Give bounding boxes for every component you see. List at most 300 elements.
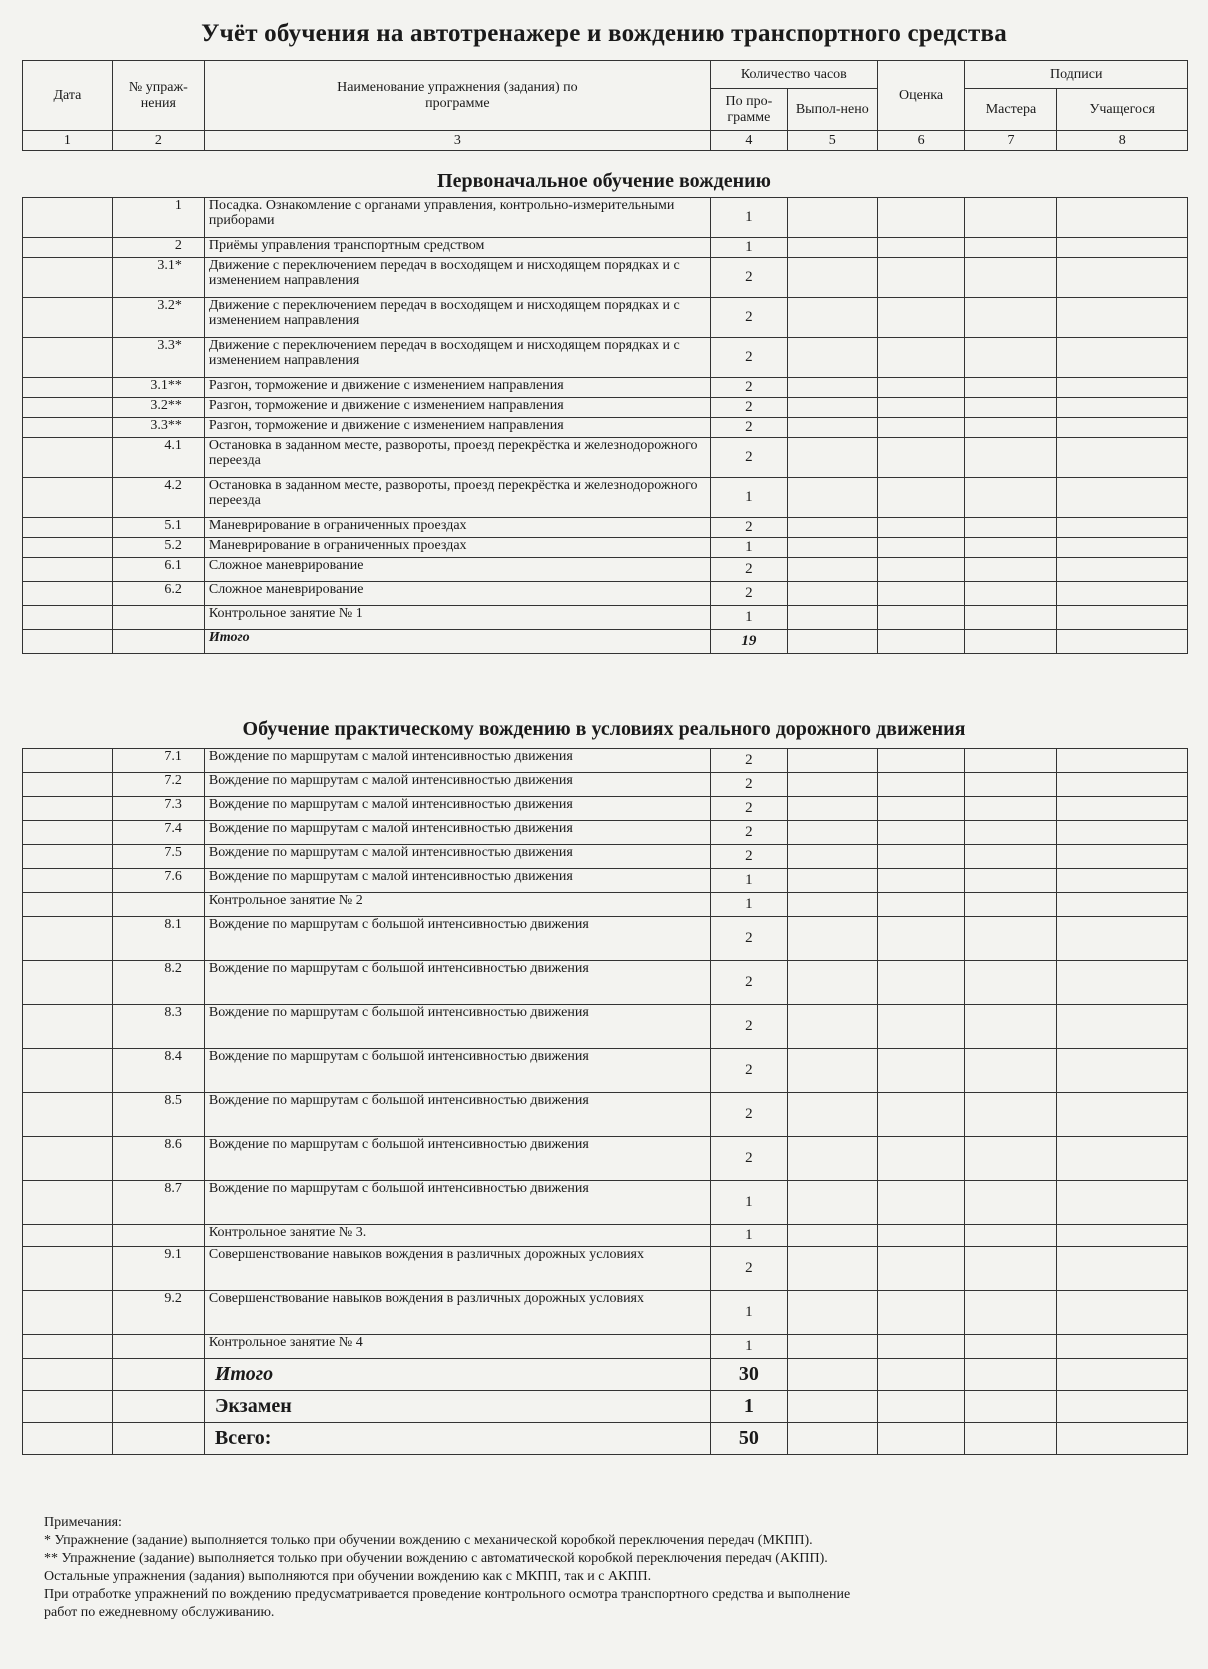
student-signature-cell — [1057, 1225, 1188, 1247]
grade-cell — [877, 1225, 965, 1247]
exercise-number: 8.2 — [112, 961, 204, 1005]
exercise-number: 7.3 — [112, 797, 204, 821]
date-cell — [23, 845, 113, 869]
table-row — [23, 198, 1188, 238]
header-grade: Оценка — [877, 61, 965, 131]
student-signature-cell — [1057, 438, 1188, 478]
date-cell — [23, 418, 113, 438]
grade-cell — [877, 1049, 965, 1093]
hours-done-cell — [787, 1005, 877, 1049]
hours-by-program: 2 — [710, 773, 787, 797]
grade-cell — [877, 418, 965, 438]
hours-done-cell — [787, 845, 877, 869]
master-signature-cell — [965, 518, 1057, 538]
exercise-number: 6.2 — [112, 582, 204, 606]
note-line: При отработке упражнений по вождению предусматривается проведение контрольного осмотра транспортного средства и выполнение — [44, 1587, 851, 1602]
hours-by-program: 2 — [710, 1137, 787, 1181]
summary-hours: 50 — [710, 1423, 787, 1455]
exercise-number: 4.1 — [112, 438, 204, 478]
document-title: Учёт обучения на автотренажере и вождению транспортного средства — [201, 20, 1007, 47]
grade-cell — [877, 198, 965, 238]
table-row — [23, 917, 1188, 961]
date-cell — [23, 518, 113, 538]
exercise-number: 8.7 — [112, 1181, 204, 1225]
summary-label: Всего: — [204, 1423, 710, 1455]
table-row — [23, 749, 1188, 773]
header-hours: Количество часов — [710, 61, 877, 89]
header-master: Мастера — [965, 89, 1057, 131]
master-signature-cell — [965, 917, 1057, 961]
table-row — [23, 238, 1188, 258]
date-cell — [23, 1423, 113, 1455]
exercise-number: 8.1 — [112, 917, 204, 961]
table-row — [23, 1181, 1188, 1225]
section1-title: Первоначальное обучение вождению — [437, 170, 771, 192]
table-row — [23, 378, 1188, 398]
grade-cell — [877, 538, 965, 558]
exercise-number: 1 — [112, 198, 204, 238]
table-row — [23, 893, 1188, 917]
date-cell — [23, 1137, 113, 1181]
date-cell — [23, 961, 113, 1005]
exercise-number — [112, 1335, 204, 1359]
grade-cell — [877, 582, 965, 606]
student-signature-cell — [1057, 606, 1188, 630]
table-row — [23, 606, 1188, 630]
date-cell — [23, 869, 113, 893]
exercise-name: Маневрирование в ограниченных проездах — [204, 538, 710, 558]
master-signature-cell — [965, 538, 1057, 558]
master-signature-cell — [965, 961, 1057, 1005]
hours-done-cell — [787, 961, 877, 1005]
summary-label: Итого — [204, 1359, 710, 1391]
exercise-name: Вождение по маршрутам с большой интенсивностью движения — [204, 917, 710, 961]
master-signature-cell — [965, 1181, 1057, 1225]
section2-title: Обучение практическому вождению в условиях реального дорожного движения — [242, 718, 966, 740]
hours-by-program: 2 — [710, 961, 787, 1005]
date-cell — [23, 1005, 113, 1049]
header-signatures: Подписи — [965, 61, 1188, 89]
grade-cell — [877, 558, 965, 582]
date-cell — [23, 438, 113, 478]
empty-cell — [1057, 630, 1188, 654]
empty-cell — [965, 1423, 1057, 1455]
table-row — [23, 1291, 1188, 1335]
student-signature-cell — [1057, 961, 1188, 1005]
empty-cell — [1057, 1391, 1188, 1423]
exercise-number — [112, 1225, 204, 1247]
hours-done-cell — [787, 1247, 877, 1291]
student-signature-cell — [1057, 1005, 1188, 1049]
exercise-number: 9.1 — [112, 1247, 204, 1291]
column-number: 7 — [965, 131, 1057, 151]
note-line: работ по ежедневному обслуживанию. — [44, 1605, 275, 1620]
empty-cell — [877, 1359, 965, 1391]
master-signature-cell — [965, 582, 1057, 606]
hours-done-cell — [787, 518, 877, 538]
hours-done-cell — [787, 917, 877, 961]
exercise-name: Движение с переключением передач в восходящем и нисходящем порядках и с изменением направления — [204, 258, 710, 298]
date-cell — [23, 398, 113, 418]
grade-cell — [877, 258, 965, 298]
master-signature-cell — [965, 558, 1057, 582]
date-cell — [23, 558, 113, 582]
student-signature-cell — [1057, 917, 1188, 961]
grade-cell — [877, 478, 965, 518]
student-signature-cell — [1057, 1093, 1188, 1137]
hours-done-cell — [787, 238, 877, 258]
hours-done-cell — [787, 538, 877, 558]
empty-cell — [877, 1391, 965, 1423]
hours-by-program: 2 — [710, 582, 787, 606]
hours-done-cell — [787, 438, 877, 478]
exercise-number: 5.1 — [112, 518, 204, 538]
master-signature-cell — [965, 1137, 1057, 1181]
hours-done-cell — [787, 418, 877, 438]
note-line: Остальные упражнения (задания) выполняются при обучении вождению как с МКПП, так и с АКПП. — [44, 1569, 652, 1584]
exercise-number: 8.4 — [112, 1049, 204, 1093]
hours-by-program: 2 — [710, 398, 787, 418]
master-signature-cell — [965, 869, 1057, 893]
exercise-name: Вождение по маршрутам с малой интенсивностью движения — [204, 749, 710, 773]
table-row — [23, 538, 1188, 558]
hours-done-cell — [787, 558, 877, 582]
date-cell — [23, 198, 113, 238]
empty-cell — [877, 1423, 965, 1455]
master-signature-cell — [965, 198, 1057, 238]
grade-cell — [877, 1005, 965, 1049]
column-number: 5 — [787, 131, 877, 151]
grade-cell — [877, 518, 965, 538]
hours-by-program: 2 — [710, 1049, 787, 1093]
exercise-number: 8.3 — [112, 1005, 204, 1049]
exercise-name: Разгон, торможение и движение с изменением направления — [204, 378, 710, 398]
master-signature-cell — [965, 398, 1057, 418]
notes-block — [44, 1514, 1164, 1622]
table-row — [23, 1335, 1188, 1359]
notes-heading: Примечания: — [44, 1515, 122, 1530]
exercise-name: Разгон, торможение и движение с изменением направления — [204, 418, 710, 438]
hours-done-cell — [787, 1291, 877, 1335]
student-signature-cell — [1057, 478, 1188, 518]
exercise-number: 9.2 — [112, 1291, 204, 1335]
grade-cell — [877, 893, 965, 917]
hours-done-cell — [787, 1137, 877, 1181]
grade-cell — [877, 1093, 965, 1137]
exercise-number — [112, 1423, 204, 1455]
exercise-number: 3.1** — [112, 378, 204, 398]
grade-cell — [877, 869, 965, 893]
grade-cell — [877, 378, 965, 398]
hours-by-program: 2 — [710, 917, 787, 961]
table-row — [23, 558, 1188, 582]
table-row — [23, 1137, 1188, 1181]
date-cell — [23, 1247, 113, 1291]
exercise-number: 2 — [112, 238, 204, 258]
hours-by-program: 1 — [710, 538, 787, 558]
grade-cell — [877, 1335, 965, 1359]
exercise-number: 3.2* — [112, 298, 204, 338]
student-signature-cell — [1057, 338, 1188, 378]
grade-cell — [877, 749, 965, 773]
date-cell — [23, 773, 113, 797]
master-signature-cell — [965, 438, 1057, 478]
hours-by-program: 2 — [710, 298, 787, 338]
date-cell — [23, 749, 113, 773]
grade-cell — [877, 238, 965, 258]
header-table — [22, 60, 1188, 151]
total-label: Итого — [204, 630, 710, 654]
student-signature-cell — [1057, 1049, 1188, 1093]
exercise-number: 7.4 — [112, 821, 204, 845]
master-signature-cell — [965, 1335, 1057, 1359]
hours-by-program: 1 — [710, 478, 787, 518]
table-row — [23, 869, 1188, 893]
grade-cell — [877, 1181, 965, 1225]
hours-by-program: 2 — [710, 1005, 787, 1049]
exercise-name: Сложное маневрирование — [204, 558, 710, 582]
hours-by-program: 1 — [710, 1181, 787, 1225]
hours-by-program: 1 — [710, 1335, 787, 1359]
table-row — [23, 478, 1188, 518]
exercise-name: Вождение по маршрутам с большой интенсивностью движения — [204, 1049, 710, 1093]
hours-done-cell — [787, 338, 877, 378]
table-row — [23, 398, 1188, 418]
grade-cell — [877, 1137, 965, 1181]
grade-cell — [877, 917, 965, 961]
hours-by-program: 1 — [710, 606, 787, 630]
exercise-number — [112, 1391, 204, 1423]
hours-done-cell — [787, 1049, 877, 1093]
exercise-number: 7.6 — [112, 869, 204, 893]
master-signature-cell — [965, 238, 1057, 258]
hours-by-program: 1 — [710, 238, 787, 258]
hours-done-cell — [787, 1225, 877, 1247]
date-cell — [23, 1093, 113, 1137]
student-signature-cell — [1057, 1247, 1188, 1291]
date-cell — [23, 630, 113, 654]
date-cell — [23, 606, 113, 630]
empty-cell — [965, 630, 1057, 654]
date-cell — [23, 238, 113, 258]
hours-done-cell — [787, 821, 877, 845]
date-cell — [23, 1291, 113, 1335]
date-cell — [23, 1181, 113, 1225]
exercise-number — [112, 893, 204, 917]
exercise-name: Сложное маневрирование — [204, 582, 710, 606]
student-signature-cell — [1057, 518, 1188, 538]
section1-table — [22, 197, 1188, 654]
exam-row — [23, 1391, 1188, 1423]
table-row — [23, 797, 1188, 821]
table-row — [23, 338, 1188, 378]
date-cell — [23, 378, 113, 398]
hours-done-cell — [787, 893, 877, 917]
hours-by-program: 2 — [710, 418, 787, 438]
master-signature-cell — [965, 258, 1057, 298]
header-ex-num: № упраж-нения — [112, 61, 204, 131]
student-signature-cell — [1057, 538, 1188, 558]
grade-cell — [877, 1291, 965, 1335]
exercise-name: Вождение по маршрутам с малой интенсивностью движения — [204, 821, 710, 845]
exercise-name: Контрольное занятие № 3. — [204, 1225, 710, 1247]
column-number: 1 — [23, 131, 113, 151]
table-row — [23, 821, 1188, 845]
student-signature-cell — [1057, 1181, 1188, 1225]
table-row — [23, 1005, 1188, 1049]
grade-cell — [877, 797, 965, 821]
student-signature-cell — [1057, 749, 1188, 773]
hours-by-program: 1 — [710, 1225, 787, 1247]
date-cell — [23, 1335, 113, 1359]
exercise-name: Вождение по маршрутам с малой интенсивностью движения — [204, 845, 710, 869]
grand-total-row — [23, 1423, 1188, 1455]
grade-cell — [877, 845, 965, 869]
empty-cell — [787, 630, 877, 654]
exercise-number — [112, 1359, 204, 1391]
exercise-number: 7.1 — [112, 749, 204, 773]
hours-by-program: 1 — [710, 1291, 787, 1335]
exercise-name: Вождение по маршрутам с малой интенсивностью движения — [204, 797, 710, 821]
hours-done-cell — [787, 1093, 877, 1137]
grade-cell — [877, 606, 965, 630]
student-signature-cell — [1057, 558, 1188, 582]
grade-cell — [877, 773, 965, 797]
hours-by-program: 2 — [710, 845, 787, 869]
exercise-number: 3.3** — [112, 418, 204, 438]
date-cell — [23, 338, 113, 378]
exercise-name: Движение с переключением передач в восходящем и нисходящем порядках и с изменением направления — [204, 298, 710, 338]
hours-done-cell — [787, 198, 877, 238]
date-cell — [23, 797, 113, 821]
master-signature-cell — [965, 1049, 1057, 1093]
hours-by-program: 2 — [710, 438, 787, 478]
empty-cell — [1057, 1423, 1188, 1455]
exercise-number: 3.3* — [112, 338, 204, 378]
exercise-number: 3.2** — [112, 398, 204, 418]
exercise-name: Остановка в заданном месте, развороты, проезд перекрёстка и железнодорожного переезда — [204, 438, 710, 478]
total-hours: 19 — [710, 630, 787, 654]
exercise-number: 5.2 — [112, 538, 204, 558]
hours-done-cell — [787, 1181, 877, 1225]
exercise-number — [112, 606, 204, 630]
table-row — [23, 1093, 1188, 1137]
section2-total-row — [23, 1359, 1188, 1391]
date-cell — [23, 1359, 113, 1391]
date-cell — [23, 893, 113, 917]
exercise-name: Остановка в заданном месте, развороты, проезд перекрёстка и железнодорожного переезда — [204, 478, 710, 518]
hours-done-cell — [787, 298, 877, 338]
exercise-name: Совершенствование навыков вождения в различных дорожных условиях — [204, 1291, 710, 1335]
student-signature-cell — [1057, 845, 1188, 869]
student-signature-cell — [1057, 378, 1188, 398]
hours-done-cell — [787, 258, 877, 298]
grade-cell — [877, 298, 965, 338]
date-cell — [23, 821, 113, 845]
grade-cell — [877, 1247, 965, 1291]
hours-done-cell — [787, 606, 877, 630]
header-date: Дата — [23, 61, 113, 131]
table-row — [23, 258, 1188, 298]
hours-by-program: 2 — [710, 749, 787, 773]
grade-cell — [877, 961, 965, 1005]
exercise-number: 4.2 — [112, 478, 204, 518]
exercise-name: Вождение по маршрутам с большой интенсивностью движения — [204, 961, 710, 1005]
exercise-name: Контрольное занятие № 1 — [204, 606, 710, 630]
note-line: * Упражнение (задание) выполняется только при обучении вождению с механической коробкой переключения передач (МКПП). — [44, 1533, 813, 1548]
master-signature-cell — [965, 821, 1057, 845]
master-signature-cell — [965, 845, 1057, 869]
empty-cell — [787, 1391, 877, 1423]
exercise-number — [112, 630, 204, 654]
exercise-name: Вождение по маршрутам с малой интенсивностью движения — [204, 869, 710, 893]
exercise-number: 7.5 — [112, 845, 204, 869]
column-number: 4 — [710, 131, 787, 151]
table-row — [23, 1225, 1188, 1247]
header-by-program: По про-грамме — [710, 89, 787, 131]
empty-cell — [1057, 1359, 1188, 1391]
hours-by-program: 2 — [710, 338, 787, 378]
hours-done-cell — [787, 1335, 877, 1359]
hours-by-program: 2 — [710, 558, 787, 582]
header-name: Наименование упражнения (задания) по программе — [204, 61, 710, 131]
table-row — [23, 298, 1188, 338]
hours-by-program: 1 — [710, 869, 787, 893]
student-signature-cell — [1057, 1137, 1188, 1181]
exercise-name: Вождение по маршрутам с большой интенсивностью движения — [204, 1093, 710, 1137]
header-student: Учащегося — [1057, 89, 1188, 131]
hours-by-program: 2 — [710, 821, 787, 845]
exercise-number: 7.2 — [112, 773, 204, 797]
master-signature-cell — [965, 1093, 1057, 1137]
student-signature-cell — [1057, 418, 1188, 438]
master-signature-cell — [965, 1247, 1057, 1291]
hours-done-cell — [787, 869, 877, 893]
date-cell — [23, 1225, 113, 1247]
section2-table — [22, 748, 1188, 1455]
column-number: 8 — [1057, 131, 1188, 151]
hours-by-program: 2 — [710, 258, 787, 298]
grade-cell — [877, 821, 965, 845]
exercise-name: Вождение по маршрутам с большой интенсивностью движения — [204, 1137, 710, 1181]
master-signature-cell — [965, 749, 1057, 773]
hours-by-program: 2 — [710, 1093, 787, 1137]
empty-cell — [965, 1359, 1057, 1391]
date-cell — [23, 478, 113, 518]
summary-hours: 30 — [710, 1359, 787, 1391]
empty-cell — [965, 1391, 1057, 1423]
grade-cell — [877, 398, 965, 418]
table-row — [23, 418, 1188, 438]
hours-done-cell — [787, 478, 877, 518]
grade-cell — [877, 438, 965, 478]
table-row — [23, 961, 1188, 1005]
summary-label: Экзамен — [204, 1391, 710, 1423]
student-signature-cell — [1057, 869, 1188, 893]
date-cell — [23, 1391, 113, 1423]
hours-done-cell — [787, 582, 877, 606]
exercise-name: Посадка. Ознакомление с органами управления, контрольно-измерительными приборами — [204, 198, 710, 238]
exercise-name: Разгон, торможение и движение с изменением направления — [204, 398, 710, 418]
table-row — [23, 845, 1188, 869]
table-row — [23, 773, 1188, 797]
exercise-name: Контрольное занятие № 4 — [204, 1335, 710, 1359]
date-cell — [23, 917, 113, 961]
hours-by-program: 1 — [710, 198, 787, 238]
student-signature-cell — [1057, 582, 1188, 606]
hours-by-program: 2 — [710, 797, 787, 821]
exercise-name: Вождение по маршрутам с большой интенсивностью движения — [204, 1005, 710, 1049]
